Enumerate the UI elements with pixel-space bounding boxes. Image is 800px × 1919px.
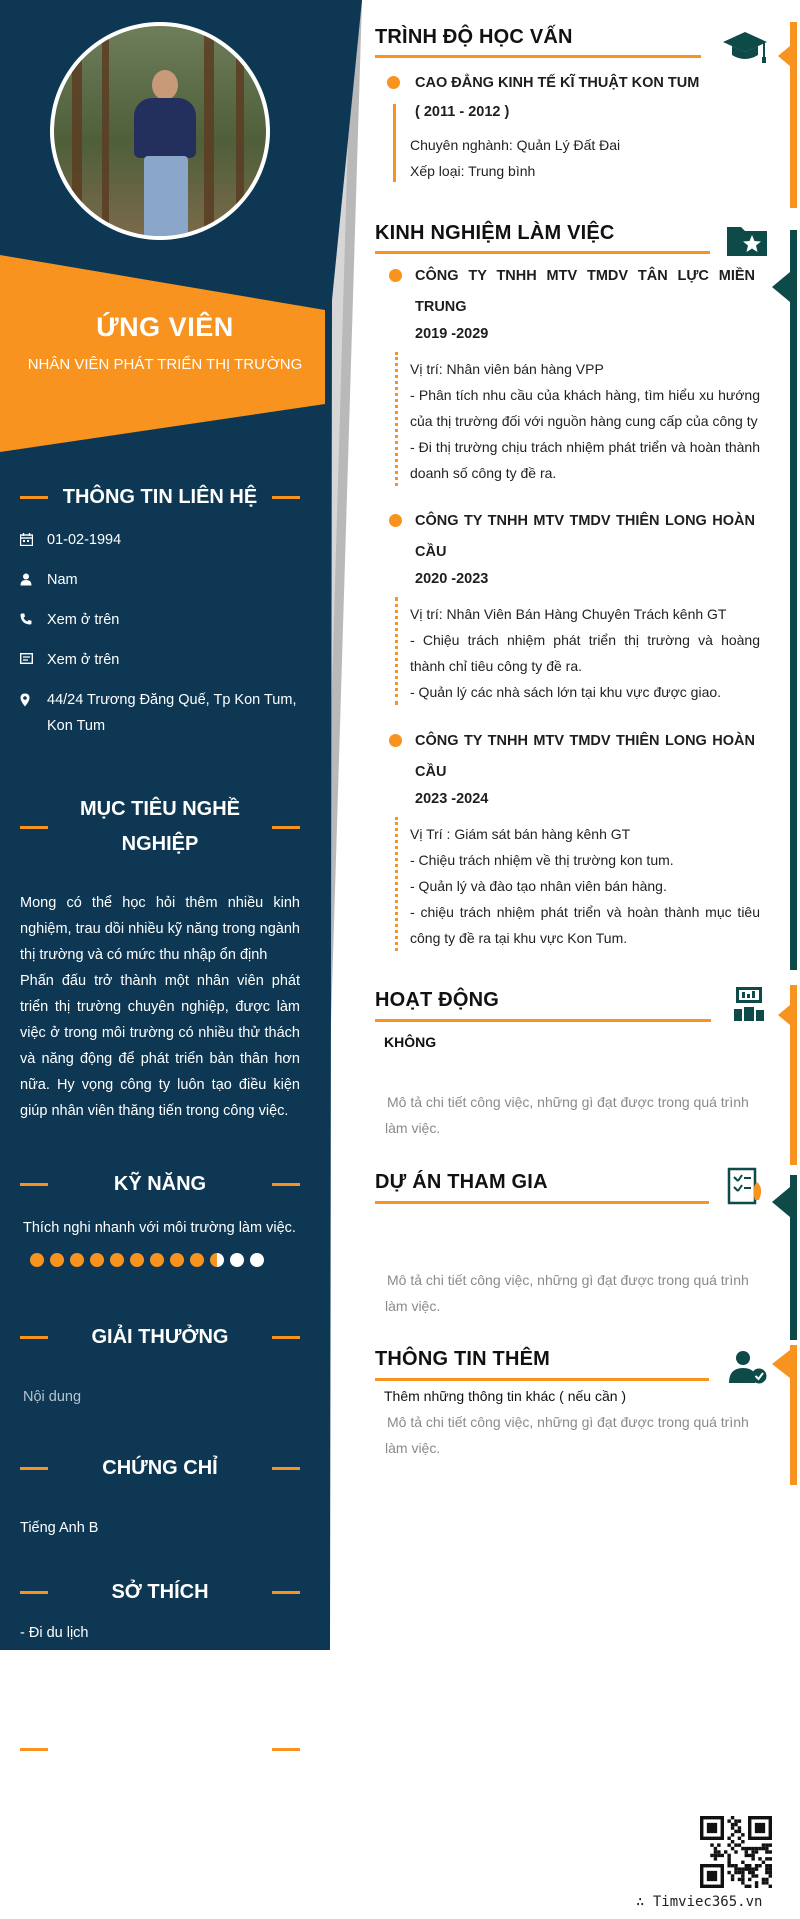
activity-name: KHÔNG [384, 1034, 437, 1050]
reference-line: Ông : Nguyễn Tri Phúc [20, 1783, 167, 1799]
references-title: NGƯỜI THAM CHIẾU [20, 1732, 300, 1766]
job-line: - Chiệu trách nhiệm về thị trường kon tum. [410, 852, 674, 868]
job-line: Vị trí: Nhân Viên Bán Hàng Chuyên Trách kênh GT [410, 606, 727, 622]
contact-phone: Xem ở trên [20, 607, 310, 633]
job-years: 2023 -2024 [415, 791, 489, 807]
job-years: 2020 -2023 [415, 571, 489, 587]
job-line: - Quản lý và đào tạo nhân viên bán hàng. [410, 878, 667, 894]
extra-title: THÔNG TIN THÊM [375, 1348, 551, 1370]
job-line: - chiệu trách nhiệm phát triển và hoàn thành mục tiêu công ty đề ra tại khu vực Kon Tum. [410, 904, 760, 946]
skill-dot [70, 1253, 84, 1267]
skill-dot [90, 1253, 104, 1267]
experience-underline [375, 251, 710, 254]
map-pin-icon [20, 687, 47, 739]
hobby-item: - Xem thời sự [20, 1677, 109, 1693]
phone-icon [20, 607, 47, 633]
job-years: 2019 -2029 [415, 326, 489, 342]
brand-footer: ∴ Timviec365.vn [636, 1894, 763, 1910]
education-grade: Xếp loại: Trung bình [410, 163, 536, 179]
awards-title: GIẢI THƯỞNG [20, 1320, 300, 1354]
projects-title: DỰ ÁN THAM GIA [375, 1171, 548, 1193]
objective-text: Mong có thể học hỏi thêm nhiều kinh nghiệm, trau dồi nhiều kỹ năng trong ngành thị trường và có mức thu nhập ổn định Phấn đấu trở thành một nhân viên phát triển thị trường chuyên nghiệp, được làm việc ở trong môi trường có nhiều thử thách và năng động để phát triển bản thân hơn nữa. Hy vọng công ty luôn tạo điều kiện giúp nhân viên thăng tiến trong công việc. [20, 895, 300, 1119]
job-timeline [395, 817, 398, 951]
education-underline [375, 55, 701, 58]
job-line: - Chiệu trách nhiệm phát triển thị trường và hoàng thành chỉ tiêu công ty đề ra. [410, 632, 760, 674]
avatar [50, 22, 270, 240]
user-check-icon [728, 1349, 768, 1390]
education-major: Chuyên nghành: Quản Lý Đất Đai [410, 137, 621, 153]
job-company: CÔNG TY TNHH MTV TMDV TÂN LỰC MIỀN TRUNG [415, 268, 755, 315]
hobbies-title: SỞ THÍCH [20, 1575, 300, 1609]
job-line: Vị Trí : Giám sát bán hàng kênh GT [410, 826, 631, 842]
skill-dot [170, 1253, 184, 1267]
education-title: TRÌNH ĐỘ HỌC VẤN [375, 26, 573, 48]
education-years: ( 2011 - 2012 ) [415, 104, 510, 120]
skill-dot [130, 1253, 144, 1267]
job-timeline [395, 597, 398, 705]
folder-star-icon [726, 223, 768, 262]
graduation-cap-icon [722, 30, 768, 69]
hobby-item: - Đọc sách về kinh doanh [20, 1651, 184, 1667]
skill-dot [210, 1253, 224, 1267]
skill-dot [110, 1253, 124, 1267]
job-line: - Đi thị trường chịu trách nhiệm phát triển và hoàn thành doanh số công ty đề ra. [410, 439, 760, 481]
job-line: - Quản lý các nhà sách lớn tại khu vực được giao. [410, 684, 722, 700]
calendar-icon [20, 527, 47, 553]
candidate-name: ỨNG VIÊN [96, 312, 234, 342]
education-timeline [393, 104, 396, 182]
job-line: Vị trí: Nhân viên bán hàng VPP [410, 361, 604, 377]
certificates-title: CHỨNG CHỈ [20, 1451, 300, 1485]
extra-underline [375, 1378, 709, 1381]
education-bullet [387, 76, 400, 89]
job-bullet [389, 269, 402, 282]
job-line: - Phân tích nhu cầu của khách hàng, tìm hiểu xu hướng của thị trường đối với nguồn hàng cung cấp của công ty [410, 387, 760, 429]
skill-dot [250, 1253, 264, 1267]
contact-email: Xem ở trên [20, 647, 310, 673]
job-company: CÔNG TY TNHH MTV TMDV THIÊN LONG HOÀN CẦU [415, 733, 755, 780]
skill-dot [150, 1253, 164, 1267]
awards-content: Nội dung [23, 1389, 82, 1405]
extra-desc: Mô tả chi tiết công việc, những gì đạt được trong quá trình làm việc. [385, 1414, 749, 1456]
candidate-role: NHÂN VIÊN PHÁT TRIỂN THỊ TRƯỜNG [27, 356, 303, 373]
activity-desc: Mô tả chi tiết công việc, những gì đạt được trong quá trình làm việc. [385, 1094, 749, 1136]
contact-title: THÔNG TIN LIÊN HỆ [20, 480, 300, 514]
skills-title: KỸ NĂNG [20, 1167, 300, 1201]
contact-birthday: 01-02-1994 [20, 527, 310, 553]
contact-gender: Nam [20, 567, 310, 593]
mail-icon [20, 647, 47, 673]
user-icon [20, 567, 47, 593]
activities-title: HOẠT ĐỘNG [375, 989, 500, 1011]
extra-note: Thêm những thông tin khác ( nếu cần ) [384, 1388, 627, 1404]
skill-dot [50, 1253, 64, 1267]
reference-line: Số điện thoại:0903157838 [20, 1861, 190, 1877]
qr-code [700, 1816, 772, 1888]
presentation-icon [730, 985, 768, 1028]
objective-title: MỤC TIÊU NGHỀ NGHIỆP [20, 792, 300, 862]
experience-title: KINH NGHIỆM LÀM VIỆC [375, 222, 615, 244]
education-school: CAO ĐẲNG KINH TẾ KĨ THUẬT KON TUM [415, 75, 700, 91]
job-company: CÔNG TY TNHH MTV TMDV THIÊN LONG HOÀN CẦU [415, 513, 755, 560]
contact-address: 44/24 Trương Đăng Quế, Tp Kon Tum, Kon Tum [20, 687, 310, 739]
projects-underline [375, 1201, 709, 1204]
project-checklist-icon [726, 1166, 766, 1211]
job-bullet [389, 734, 402, 747]
skill-dot [230, 1253, 244, 1267]
job-timeline [395, 352, 398, 486]
job-bullet [389, 514, 402, 527]
activities-underline [375, 1019, 711, 1022]
certificates-content: Tiếng Anh B [20, 1520, 99, 1536]
hobby-item: - Đi du lịch [20, 1625, 89, 1641]
skill-rating [30, 1253, 264, 1267]
skill-name: Thích nghi nhanh với môi trường làm việc. [23, 1220, 296, 1236]
reference-line: ASM Miền Trung 2 Công Ty Thiên Long Hoàn Cầu [20, 1809, 275, 1851]
project-desc: Mô tả chi tiết công việc, những gì đạt được trong quá trình làm việc. [385, 1272, 749, 1314]
skill-dot [30, 1253, 44, 1267]
skill-dot [190, 1253, 204, 1267]
